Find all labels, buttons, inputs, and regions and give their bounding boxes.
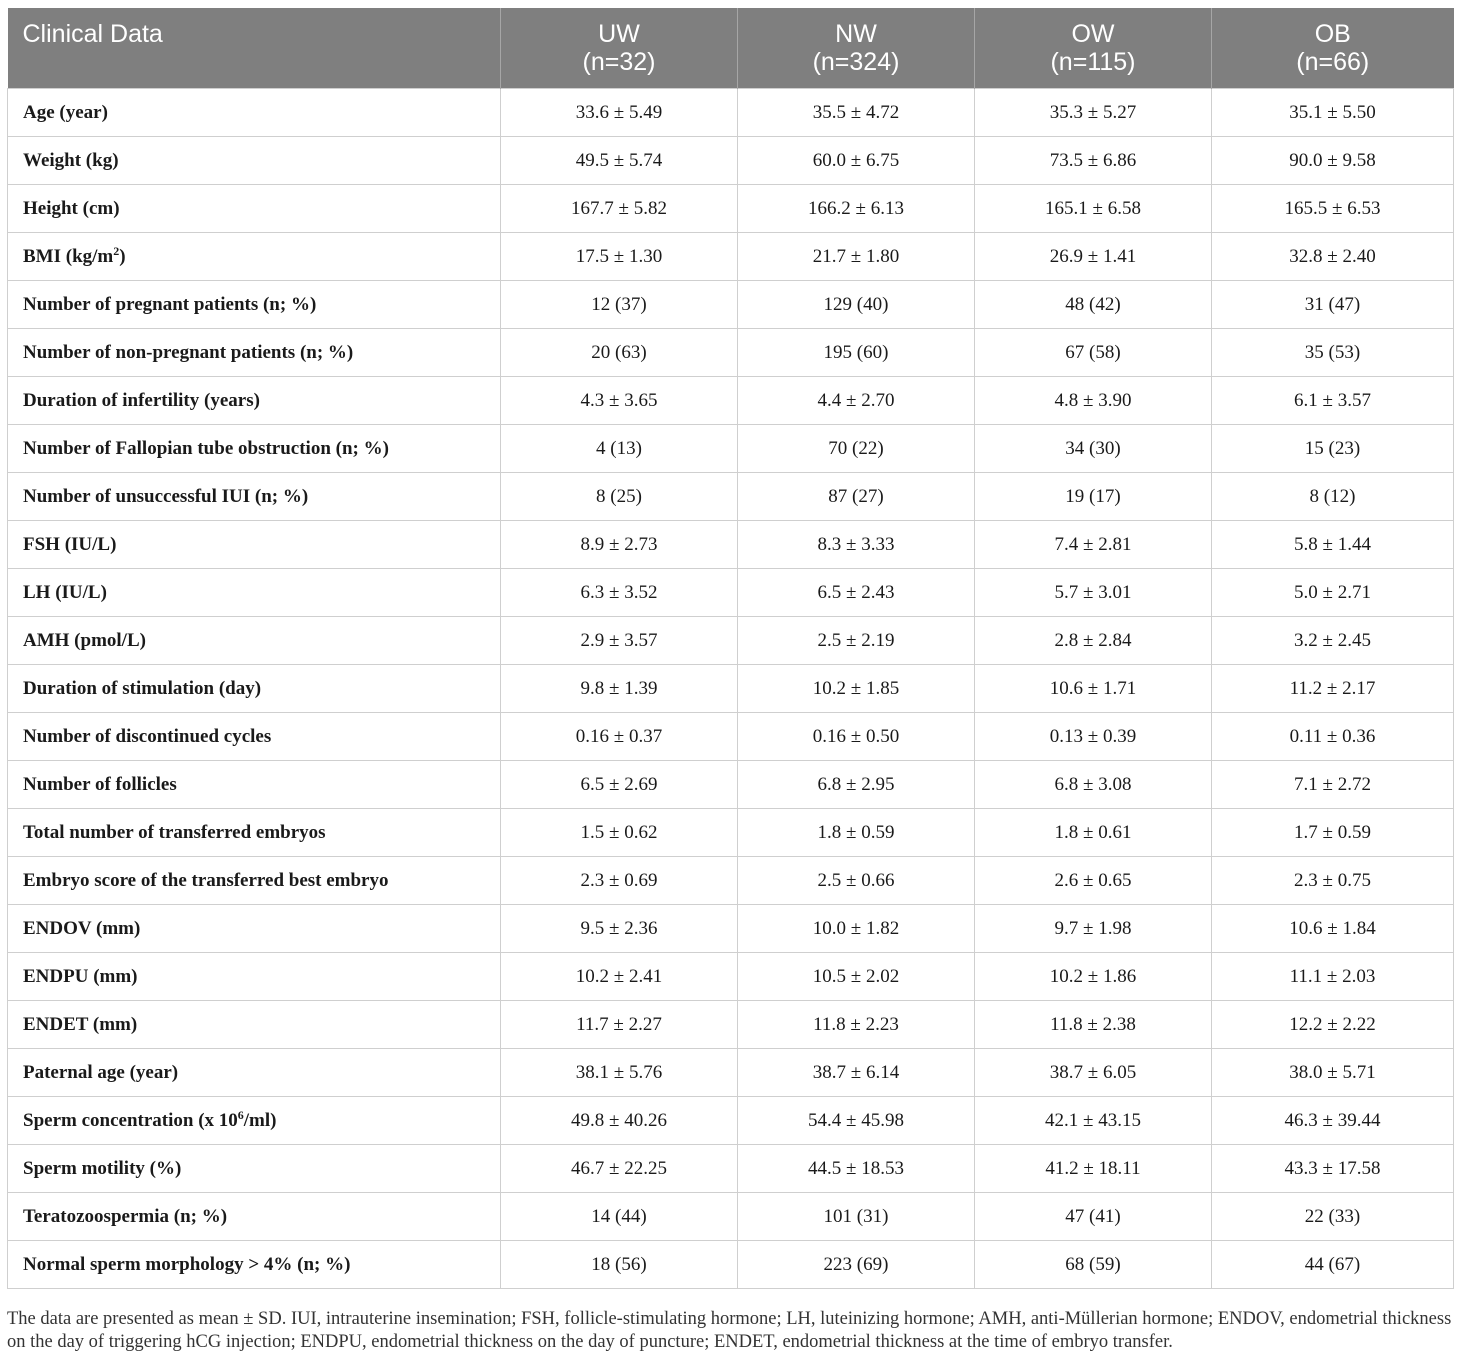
cell-value: 8 (12) xyxy=(1212,473,1454,521)
cell-value: 0.13 ± 0.39 xyxy=(975,713,1212,761)
cell-value: 73.5 ± 6.86 xyxy=(975,137,1212,185)
row-label: Paternal age (year) xyxy=(8,1049,501,1097)
table-row xyxy=(8,473,1454,521)
cell-value: 10.5 ± 2.02 xyxy=(738,953,975,1001)
header-group-ow xyxy=(975,8,1212,89)
cell-value: 166.2 ± 6.13 xyxy=(738,185,975,233)
row-label: Total number of transferred embryos xyxy=(8,809,501,857)
cell-value: 35.5 ± 4.72 xyxy=(738,89,975,137)
cell-value: 8.3 ± 3.33 xyxy=(738,521,975,569)
header-row xyxy=(8,8,1454,89)
cell-value: 1.8 ± 0.61 xyxy=(975,809,1212,857)
row-label: Sperm motility (%) xyxy=(8,1145,501,1193)
table-row xyxy=(8,665,1454,713)
row-label: Number of discontinued cycles xyxy=(8,713,501,761)
cell-value: 165.1 ± 6.58 xyxy=(975,185,1212,233)
cell-value: 1.5 ± 0.62 xyxy=(501,809,738,857)
row-label: Number of Fallopian tube obstruction (n; %) xyxy=(8,425,501,473)
cell-value: 129 (40) xyxy=(738,281,975,329)
cell-value: 48 (42) xyxy=(975,281,1212,329)
cell-value: 11.8 ± 2.23 xyxy=(738,1001,975,1049)
row-label: Embryo score of the transferred best embryo xyxy=(8,857,501,905)
cell-value: 6.5 ± 2.69 xyxy=(501,761,738,809)
cell-value: 6.8 ± 2.95 xyxy=(738,761,975,809)
cell-value: 49.5 ± 5.74 xyxy=(501,137,738,185)
cell-value: 44 (67) xyxy=(1212,1241,1454,1289)
clinical-data-table xyxy=(7,8,1454,1289)
cell-value: 9.5 ± 2.36 xyxy=(501,905,738,953)
row-label: Normal sperm morphology > 4% (n; %) xyxy=(8,1241,501,1289)
cell-value: 5.8 ± 1.44 xyxy=(1212,521,1454,569)
row-label: Duration of stimulation (day) xyxy=(8,665,501,713)
group-count: (n=66) xyxy=(1296,48,1370,76)
cell-value: 101 (31) xyxy=(738,1193,975,1241)
row-label: ENDOV (mm) xyxy=(8,905,501,953)
cell-value: 14 (44) xyxy=(501,1193,738,1241)
header-group-ob xyxy=(1212,8,1454,89)
table-row xyxy=(8,953,1454,1001)
cell-value: 10.6 ± 1.84 xyxy=(1212,905,1454,953)
table-row xyxy=(8,185,1454,233)
row-label: Height (cm) xyxy=(8,185,501,233)
row-label: ENDPU (mm) xyxy=(8,953,501,1001)
group-count: (n=324) xyxy=(812,48,900,76)
cell-value: 0.16 ± 0.37 xyxy=(501,713,738,761)
cell-value: 67 (58) xyxy=(975,329,1212,377)
row-label: FSH (IU/L) xyxy=(8,521,501,569)
cell-value: 49.8 ± 40.26 xyxy=(501,1097,738,1145)
cell-value: 10.2 ± 1.85 xyxy=(738,665,975,713)
cell-value: 4.3 ± 3.65 xyxy=(501,377,738,425)
cell-value: 19 (17) xyxy=(975,473,1212,521)
row-label-superscript: 6 xyxy=(237,1107,244,1122)
cell-value: 35 (53) xyxy=(1212,329,1454,377)
group-name: OW xyxy=(1071,20,1115,48)
cell-value: 43.3 ± 17.58 xyxy=(1212,1145,1454,1193)
cell-value: 8.9 ± 2.73 xyxy=(501,521,738,569)
row-label-text: ) xyxy=(119,245,126,267)
row-label-text: BMI (kg/m xyxy=(23,245,114,267)
cell-value: 21.7 ± 1.80 xyxy=(738,233,975,281)
cell-value: 12.2 ± 2.22 xyxy=(1212,1001,1454,1049)
cell-value: 38.7 ± 6.05 xyxy=(975,1049,1212,1097)
table-row xyxy=(8,809,1454,857)
table-row xyxy=(8,425,1454,473)
cell-value: 10.2 ± 2.41 xyxy=(501,953,738,1001)
group-name: UW xyxy=(598,20,640,48)
row-label: Number of pregnant patients (n; %) xyxy=(8,281,501,329)
cell-value: 8 (25) xyxy=(501,473,738,521)
cell-value: 4 (13) xyxy=(501,425,738,473)
header-group-nw xyxy=(738,8,975,89)
cell-value: 38.7 ± 6.14 xyxy=(738,1049,975,1097)
row-label: Duration of infertility (years) xyxy=(8,377,501,425)
cell-value: 12 (37) xyxy=(501,281,738,329)
cell-value: 38.1 ± 5.76 xyxy=(501,1049,738,1097)
table-row xyxy=(8,761,1454,809)
cell-value: 46.7 ± 22.25 xyxy=(501,1145,738,1193)
cell-value: 87 (27) xyxy=(738,473,975,521)
cell-value: 11.2 ± 2.17 xyxy=(1212,665,1454,713)
cell-value: 165.5 ± 6.53 xyxy=(1212,185,1454,233)
cell-value: 10.6 ± 1.71 xyxy=(975,665,1212,713)
table-row xyxy=(8,377,1454,425)
cell-value: 38.0 ± 5.71 xyxy=(1212,1049,1454,1097)
header-group-uw xyxy=(501,8,738,89)
cell-value: 4.8 ± 3.90 xyxy=(975,377,1212,425)
table-body xyxy=(8,89,1454,1289)
row-label: Number of follicles xyxy=(8,761,501,809)
cell-value: 2.5 ± 2.19 xyxy=(738,617,975,665)
cell-value: 3.2 ± 2.45 xyxy=(1212,617,1454,665)
row-label: Age (year) xyxy=(8,89,501,137)
table-row xyxy=(8,521,1454,569)
cell-value: 41.2 ± 18.11 xyxy=(975,1145,1212,1193)
table-header xyxy=(8,8,1454,89)
cell-value: 2.3 ± 0.75 xyxy=(1212,857,1454,905)
row-label: Number of unsuccessful IUI (n; %) xyxy=(8,473,501,521)
cell-value: 10.2 ± 1.86 xyxy=(975,953,1212,1001)
table-row xyxy=(8,329,1454,377)
table-row xyxy=(8,857,1454,905)
group-name: NW xyxy=(835,20,877,48)
row-label: Weight (kg) xyxy=(8,137,501,185)
row-label-text: Sperm concentration (x 10 xyxy=(23,1109,238,1131)
cell-value: 15 (23) xyxy=(1212,425,1454,473)
table-row xyxy=(8,569,1454,617)
cell-value: 0.16 ± 0.50 xyxy=(738,713,975,761)
table-row xyxy=(8,1193,1454,1241)
cell-value: 35.1 ± 5.50 xyxy=(1212,89,1454,137)
cell-value: 6.1 ± 3.57 xyxy=(1212,377,1454,425)
table-row xyxy=(8,905,1454,953)
group-count: (n=32) xyxy=(582,48,656,76)
table-row xyxy=(8,1001,1454,1049)
cell-value: 5.7 ± 3.01 xyxy=(975,569,1212,617)
cell-value: 33.6 ± 5.49 xyxy=(501,89,738,137)
cell-value: 68 (59) xyxy=(975,1241,1212,1289)
cell-value: 2.6 ± 0.65 xyxy=(975,857,1212,905)
table-row xyxy=(8,1145,1454,1193)
row-label: ENDET (mm) xyxy=(8,1001,501,1049)
cell-value: 2.5 ± 0.66 xyxy=(738,857,975,905)
cell-value: 70 (22) xyxy=(738,425,975,473)
cell-value: 46.3 ± 39.44 xyxy=(1212,1097,1454,1145)
table-row xyxy=(8,617,1454,665)
cell-value: 26.9 ± 1.41 xyxy=(975,233,1212,281)
cell-value: 11.7 ± 2.27 xyxy=(501,1001,738,1049)
cell-value: 35.3 ± 5.27 xyxy=(975,89,1212,137)
cell-value: 0.11 ± 0.36 xyxy=(1212,713,1454,761)
cell-value: 18 (56) xyxy=(501,1241,738,1289)
row-label-superscript: 2 xyxy=(113,243,120,258)
cell-value: 1.8 ± 0.59 xyxy=(738,809,975,857)
table-row xyxy=(8,233,1454,281)
cell-value: 54.4 ± 45.98 xyxy=(738,1097,975,1145)
cell-value: 6.5 ± 2.43 xyxy=(738,569,975,617)
cell-value: 10.0 ± 1.82 xyxy=(738,905,975,953)
group-name: OB xyxy=(1314,20,1351,48)
table-row xyxy=(8,281,1454,329)
cell-value: 9.7 ± 1.98 xyxy=(975,905,1212,953)
table-row xyxy=(8,137,1454,185)
cell-value: 47 (41) xyxy=(975,1193,1212,1241)
group-count: (n=115) xyxy=(1050,48,1136,76)
row-label-text: /ml) xyxy=(243,1109,277,1131)
row-label xyxy=(8,1097,501,1145)
cell-value: 7.4 ± 2.81 xyxy=(975,521,1212,569)
cell-value: 6.8 ± 3.08 xyxy=(975,761,1212,809)
header-clinical-data: Clinical Data xyxy=(8,8,501,89)
cell-value: 20 (63) xyxy=(501,329,738,377)
table-row xyxy=(8,89,1454,137)
cell-value: 32.8 ± 2.40 xyxy=(1212,233,1454,281)
cell-value: 2.9 ± 3.57 xyxy=(501,617,738,665)
cell-value: 1.7 ± 0.59 xyxy=(1212,809,1454,857)
cell-value: 7.1 ± 2.72 xyxy=(1212,761,1454,809)
cell-value: 11.1 ± 2.03 xyxy=(1212,953,1454,1001)
cell-value: 42.1 ± 43.15 xyxy=(975,1097,1212,1145)
cell-value: 223 (69) xyxy=(738,1241,975,1289)
cell-value: 9.8 ± 1.39 xyxy=(501,665,738,713)
cell-value: 17.5 ± 1.30 xyxy=(501,233,738,281)
row-label: Teratozoospermia (n; %) xyxy=(8,1193,501,1241)
clinical-data-table-container xyxy=(7,8,1453,1289)
cell-value: 5.0 ± 2.71 xyxy=(1212,569,1454,617)
row-label xyxy=(8,233,501,281)
table-footnote: The data are presented as mean ± SD. IUI, intrauterine insemination; FSH, follicle-stimulating hormone; LH, luteinizing hormone; AMH, anti-Müllerian hormone; ENDOV, endometrial thickness on the day of triggering hCG injection; ENDPU, endometrial thickness on the day of puncture; ENDET, endometrial thickness at the time of embryo transfer. xyxy=(7,1309,1452,1352)
cell-value: 2.8 ± 2.84 xyxy=(975,617,1212,665)
cell-value: 195 (60) xyxy=(738,329,975,377)
cell-value: 4.4 ± 2.70 xyxy=(738,377,975,425)
cell-value: 31 (47) xyxy=(1212,281,1454,329)
cell-value: 44.5 ± 18.53 xyxy=(738,1145,975,1193)
cell-value: 167.7 ± 5.82 xyxy=(501,185,738,233)
table-row xyxy=(8,1049,1454,1097)
cell-value: 90.0 ± 9.58 xyxy=(1212,137,1454,185)
table-row xyxy=(8,1097,1454,1145)
cell-value: 22 (33) xyxy=(1212,1193,1454,1241)
cell-value: 11.8 ± 2.38 xyxy=(975,1001,1212,1049)
cell-value: 2.3 ± 0.69 xyxy=(501,857,738,905)
cell-value: 6.3 ± 3.52 xyxy=(501,569,738,617)
cell-value: 60.0 ± 6.75 xyxy=(738,137,975,185)
table-row xyxy=(8,713,1454,761)
table-row xyxy=(8,1241,1454,1289)
row-label: AMH (pmol/L) xyxy=(8,617,501,665)
row-label: Number of non-pregnant patients (n; %) xyxy=(8,329,501,377)
row-label: LH (IU/L) xyxy=(8,569,501,617)
cell-value: 34 (30) xyxy=(975,425,1212,473)
